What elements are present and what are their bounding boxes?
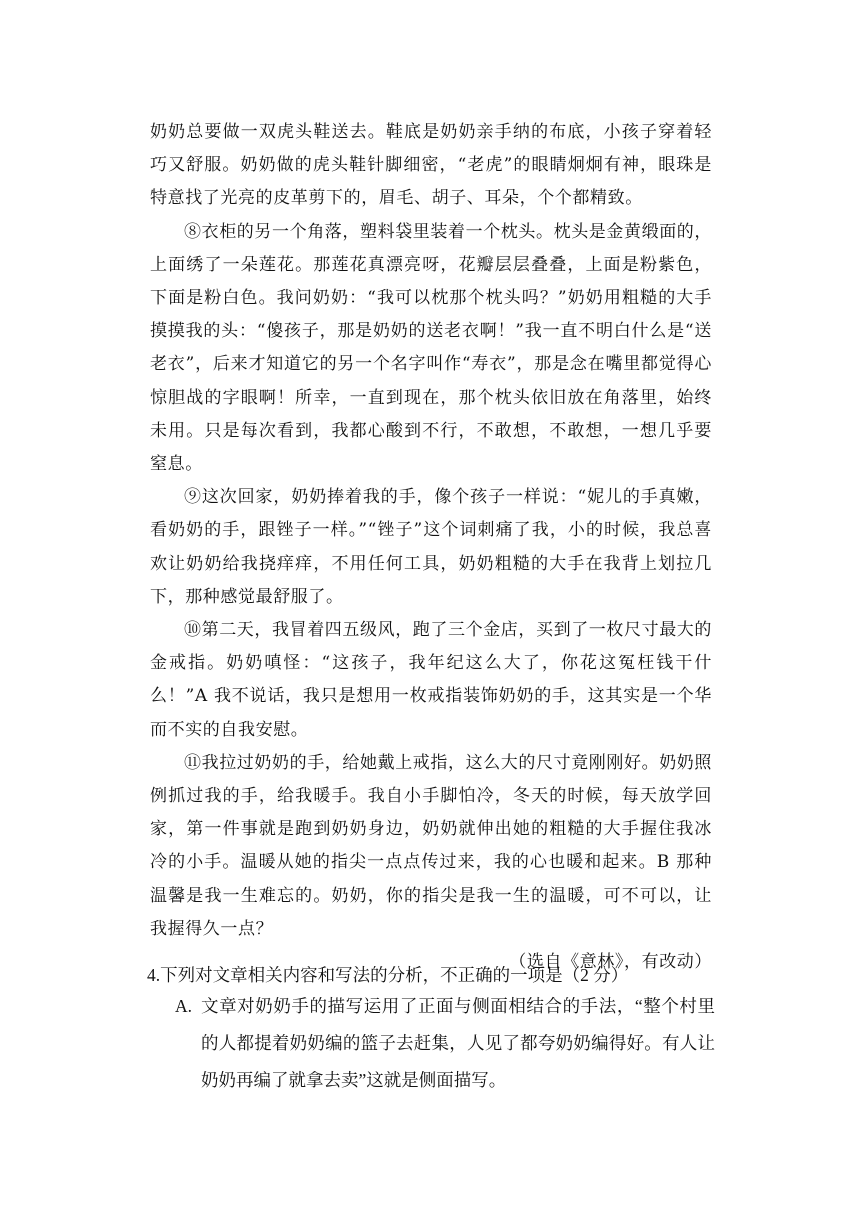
paragraph-9: ⑨这次回家，奶奶捧着我的手，像个孩子一样说：“妮儿的手真嫩，看奶奶的手，跟锉子一样。”“锉子”这个词刺痛了我，小的时候，我总喜欢让奶奶给我挠痒痒，不用任何工具，奶奶粗糙的大手在我背上划拉几下，那种感觉最舒服了。 <box>150 487 712 607</box>
paragraph-11: ⑪我拉过奶奶的手，给她戴上戒指，这么大的尺寸竟刚刚好。奶奶照例抓过我的手，给我暖手。我自小手脚怕冷，冬天的时候，每天放学回家，第一件事就是跑到奶奶身边，奶奶就伸出她的粗糙的大手握住我冰冷的小手。温暖从她的指尖一点点传过来，我的心也暖和起来。B 那种温馨是我一生难忘的。奶奶，你的指尖是我一生的温暖，可不可以，让我握得久一点？ <box>150 752 712 939</box>
question-stem: 4.下列对文章相关内容和写法的分析，不正确的一项是（2 分） <box>147 965 629 985</box>
option-a-label: A. <box>175 996 193 1016</box>
option-a-text: 文章对奶奶手的描写运用了正面与侧面相结合的手法，“整个村里的人都提着奶奶编的篮子去赶集，人见了都夸奶奶编得好。有人让奶奶再编了就拿去卖”这就是侧面描写。 <box>201 996 715 1090</box>
source-citation: （选自《意林》，有改动） <box>509 952 712 973</box>
paragraph-10: ⑩第二天，我冒着四五级风，跑了三个金店，买到了一枚尺寸最大的金戒指。奶奶嗔怪：“这孩子，我年纪这么大了，你花这冤枉钱干什么！”A 我不说话，我只是想用一枚戒指装饰奶奶的手，这其实是一个华而不实的自我安慰。 <box>150 620 712 740</box>
option-a <box>175 988 715 1099</box>
paragraph-8: ⑧衣柜的另一个角落，塑料袋里装着一个枕头。枕头是金黄缎面的，上面绣了一朵莲花。那莲花真漂亮呀，花瓣层层叠叠，上面是粉紫色，下面是粉白色。我问奶奶：“我可以枕那个枕头吗？”奶奶用粗糙的大手摸摸我的头：“傻孩子，那是奶奶的送老衣啊！”我一直不明白什么是“送老衣”，后来才知道它的另一个名字叫作“寿衣”，那是念在嘴里都觉得心惊胆战的字眼啊！所幸，一直到现在，那个枕头依旧放在角落里，始终未用。只是每次看到，我都心酸到不行，不敢想，不敢想，一想几乎要窒息。 <box>150 221 712 475</box>
reading-passage <box>150 116 712 979</box>
paragraph-7-tail: 奶奶总要做一双虎头鞋送去。鞋底是奶奶亲手纳的布底，小孩子穿着轻巧又舒服。奶奶做的虎头鞋针脚细密，“老虎”的眼睛炯炯有神，眼珠是特意找了光亮的皮革剪下的，眉毛、胡子、耳朵，个个都精致。 <box>150 122 712 209</box>
